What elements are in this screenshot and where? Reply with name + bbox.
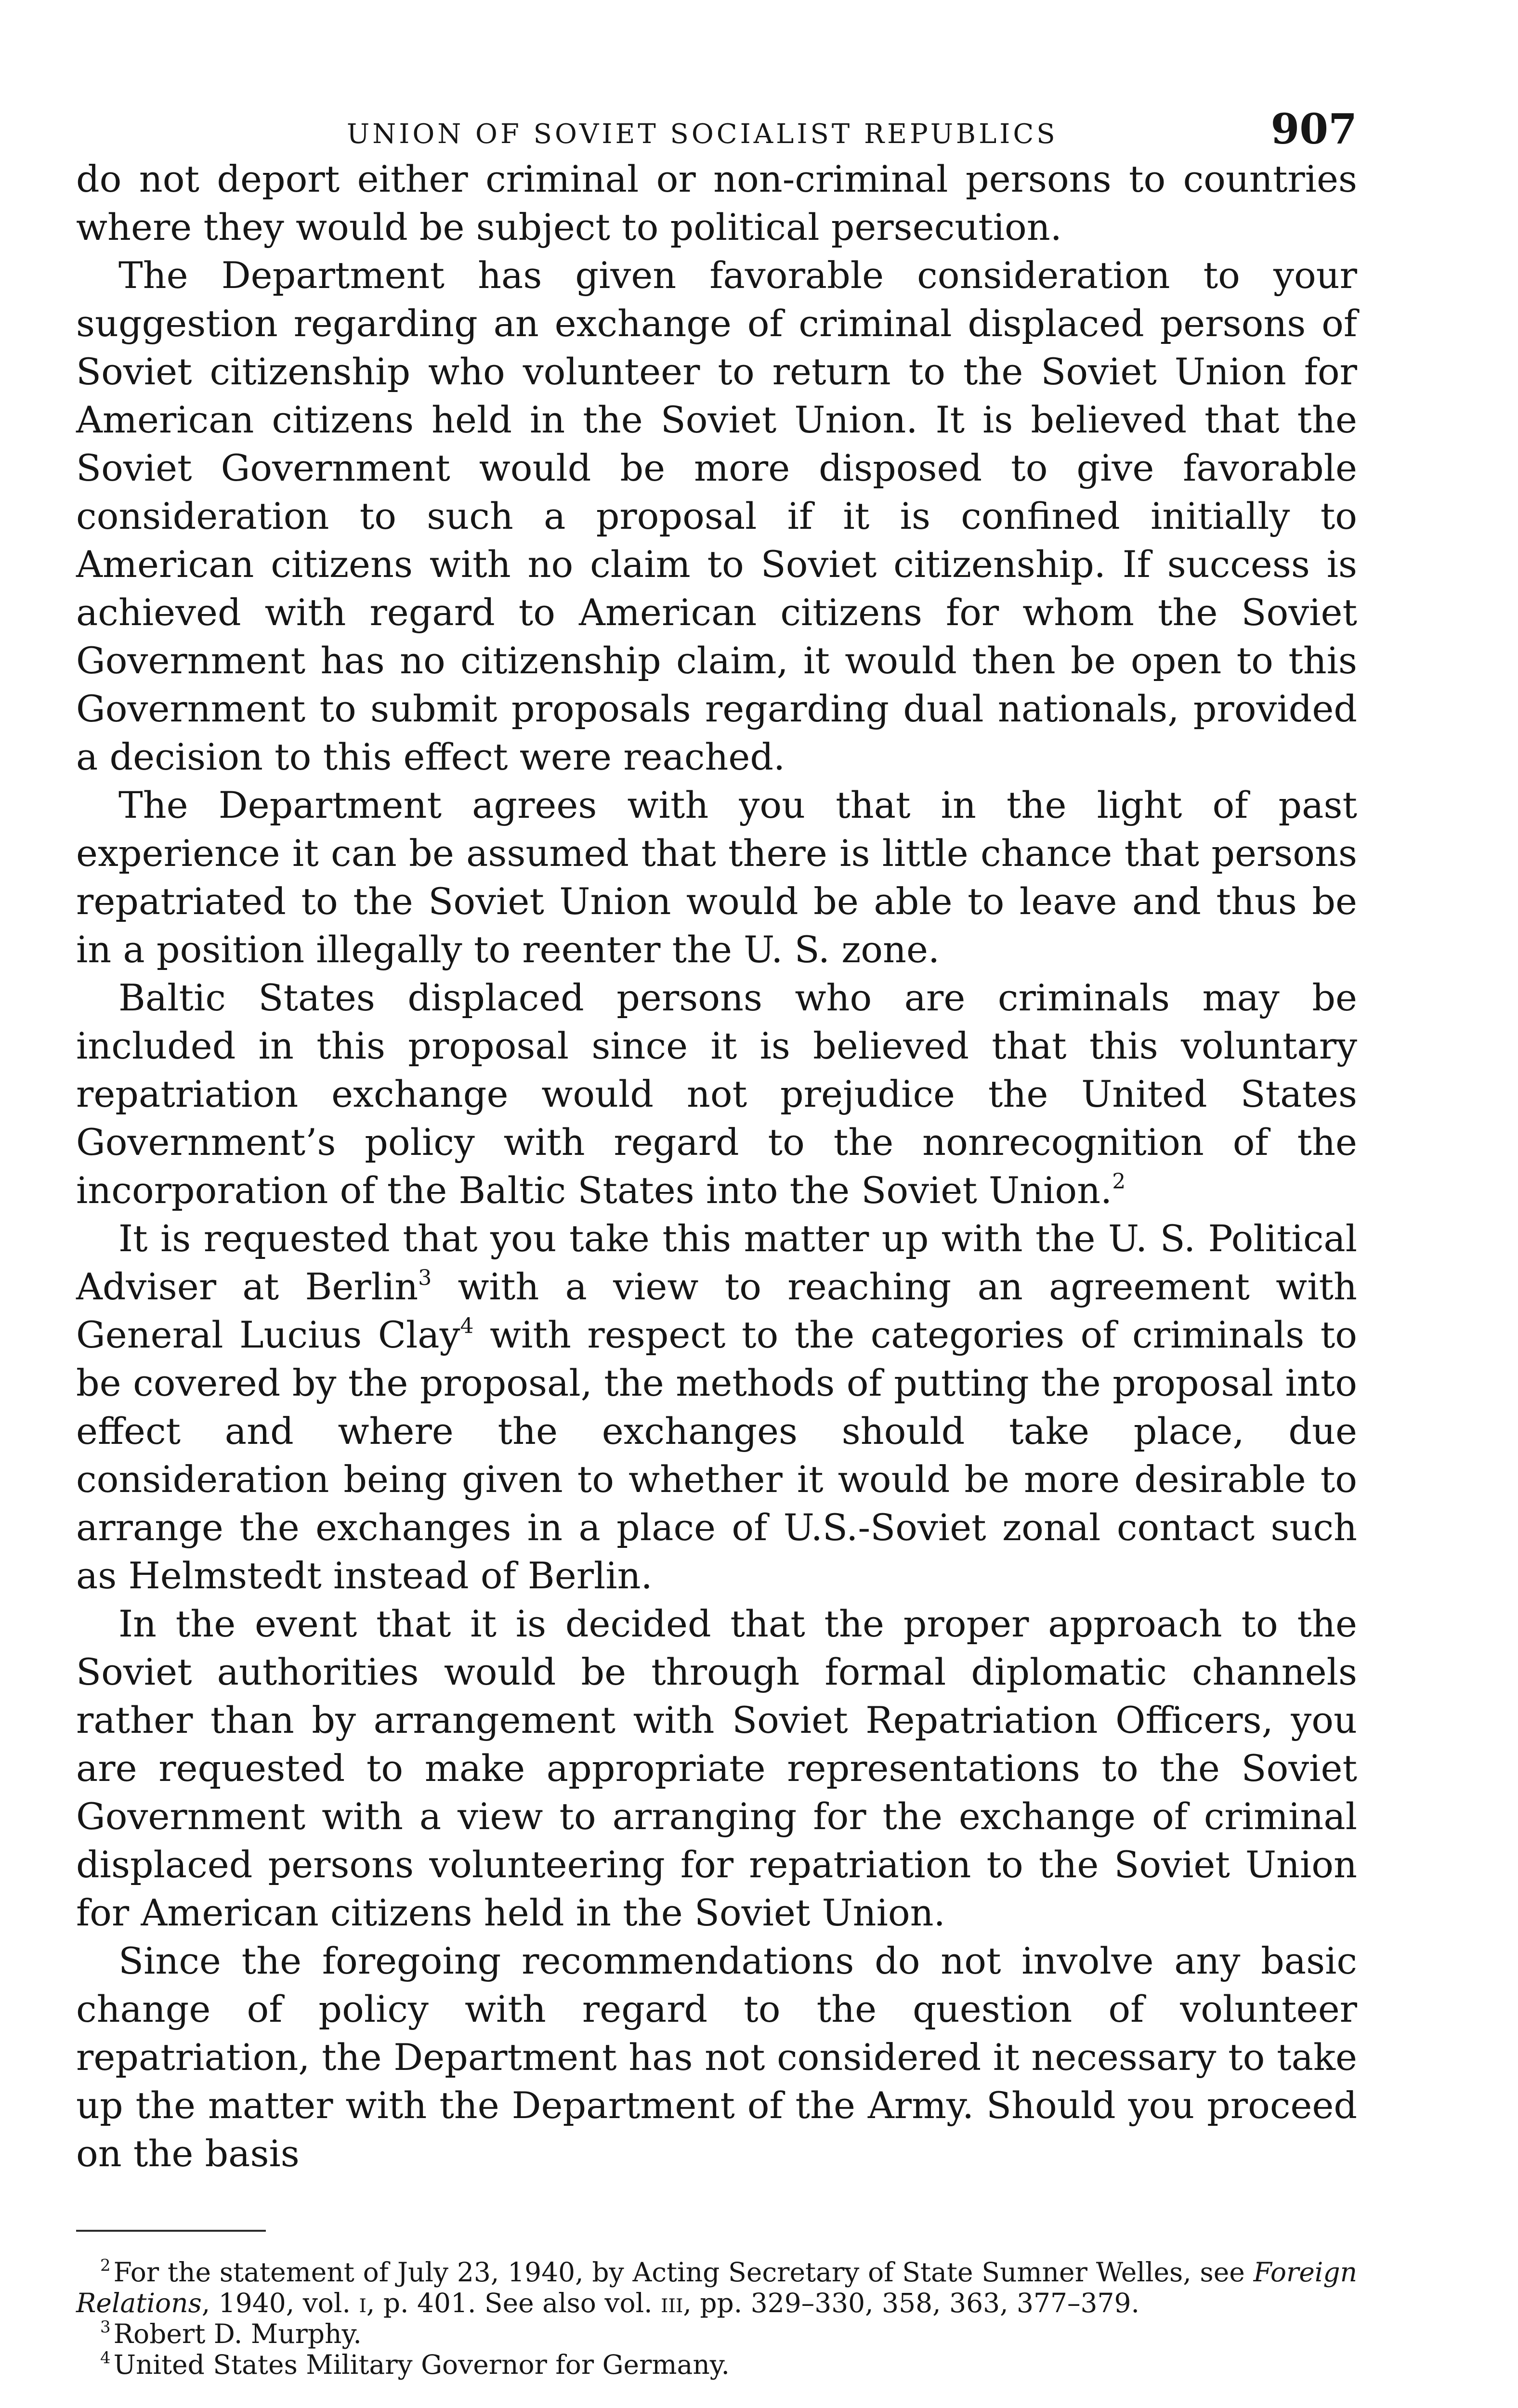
footnote-2-text-c: , p. 401. See also vol.: [366, 2288, 661, 2318]
paragraph-5-text-c: with respect to the categories of criminals to be covered by the proposal, the methods of putting the proposal into effect and where the exchanges should take place, due consideration being given to whether it would be more desirable to arrange the exchanges in a place of U.S.-Soviet zonal contact such as Helmstedt instead of Berlin.: [76, 1313, 1357, 1597]
footnote-2: [76, 2257, 1357, 2318]
running-title: UNION OF SOVIET SOCIALIST REPUBLICS: [347, 118, 1058, 150]
footnote-rule: [76, 2230, 266, 2232]
footnote-4-text: United States Military Governor for Germany.: [113, 2349, 730, 2380]
footnote-3-text: Robert D. Murphy.: [113, 2318, 362, 2349]
paragraph-6: In the event that it is decided that the proper approach to the Soviet authorities would be through formal diplomatic channels rather than by arrangement with Soviet Repatriation Officers, you are requested to make appropriate representations to the Soviet Government with a view to arranging for the exchange of criminal displaced persons volunteering for repatriation to the Soviet Union for American citizens held in the Soviet Union.: [76, 1602, 1357, 1934]
footnote-2-volume-3: iii: [661, 2288, 683, 2318]
footnotes: [76, 2257, 1357, 2380]
paragraph-3: The Department agrees with you that in the light of past experience it can be assumed that there is little chance that persons repatriated to the Soviet Union would be able to leave and thus be in a position illegally to reenter the U. S. zone.: [76, 784, 1357, 971]
paragraph-5-text-b: with a view to reaching an agreement with General Lucius Clay: [76, 1265, 1357, 1356]
document-page: [76, 102, 1357, 2380]
footnote-2-text-b: , 1940, vol.: [201, 2288, 359, 2318]
footnote-ref-2: 2: [1112, 1169, 1126, 1194]
footnote-4-mark: 4: [100, 2348, 111, 2368]
body-text: [76, 155, 1357, 2178]
footnote-3: [76, 2318, 1357, 2349]
footnote-3-mark: 3: [100, 2317, 111, 2337]
page-number: 907: [1270, 105, 1357, 154]
paragraph-4: [76, 974, 1357, 1215]
footnote-4: [76, 2349, 1357, 2380]
paragraph-7: Since the foregoing recommendations do not involve any basic change of policy with regard to the question of volunteer repatriation, the Department has not considered it necessary to take up the matter with the Department of the Army. Should you proceed on the basis: [76, 1939, 1357, 2175]
paragraph-2: The Department has given favorable consideration to your suggestion regarding an exchange of criminal displaced persons of Soviet citizenship who volunteer to return to the Soviet Union for American citizens held in the Soviet Union. It is believed that the Soviet Government would be more disposed to give favorable consideration to such a proposal if it is confined initially to American citizens with no claim to Soviet citizenship. If success is achieved with regard to American citizens for whom the Soviet Government has no citizenship claim, it would then be open to this Government to submit proposals regarding dual nationals, provided a decision to this effect were reached.: [76, 254, 1357, 778]
footnote-2-text-a: For the statement of July 23, 1940, by Acting Secretary of State Sumner Welles, see: [113, 2257, 1254, 2288]
paragraph-1: do not deport either criminal or non-criminal persons to countries where they would be subject to political persecution.: [76, 157, 1357, 249]
footnote-2-mark: 2: [100, 2256, 111, 2275]
footnote-2-volume-1: i: [359, 2288, 366, 2318]
footnote-2-title: Foreign Relations: [76, 2257, 1357, 2318]
footnote-ref-3: 3: [418, 1266, 432, 1290]
paragraph-4-text: Baltic States displaced persons who are criminals may be included in this proposal since it is believed that this voluntary repatriation exchange would not prejudice the United States Government’s policy with regard to the nonrecognition of the incorporation of the Baltic States into the Soviet Union.: [76, 976, 1357, 1212]
running-head: [76, 102, 1357, 155]
footnote-ref-4: 4: [460, 1314, 474, 1338]
paragraph-5: [76, 1215, 1357, 1600]
paragraph-5-text-a: It is requested that you take this matter up with the U. S. Political Adviser at Berlin: [76, 1217, 1357, 1308]
footnote-2-text-d: , pp. 329–330, 358, 363, 377–379.: [683, 2288, 1139, 2318]
